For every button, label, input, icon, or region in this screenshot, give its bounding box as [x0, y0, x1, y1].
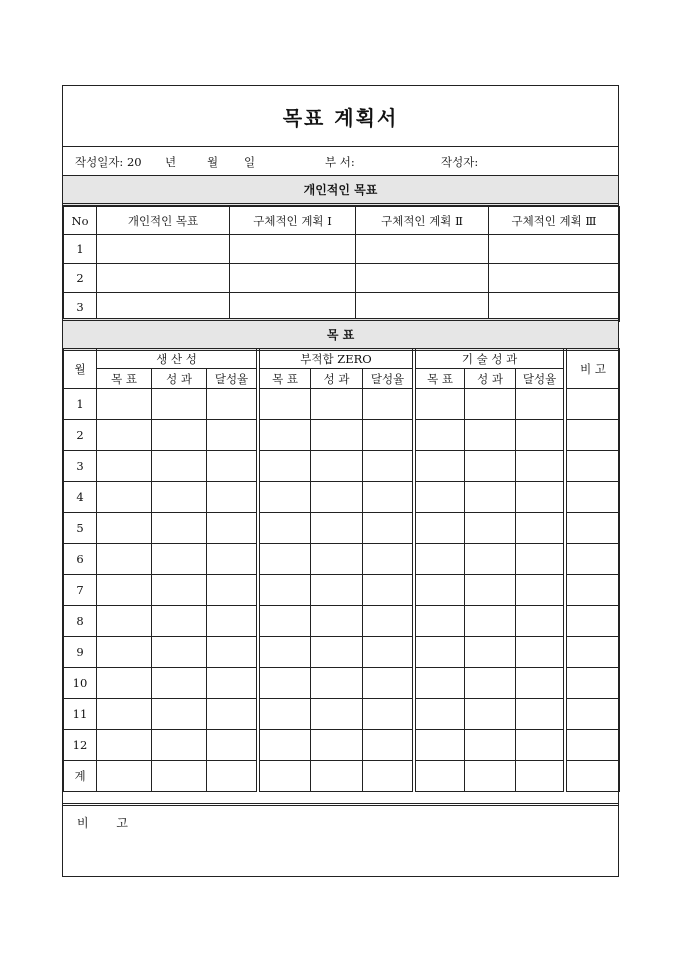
cell[interactable]	[363, 575, 413, 606]
cell[interactable]	[97, 544, 152, 575]
cell[interactable]	[516, 730, 564, 761]
cell[interactable]	[311, 389, 363, 420]
remarks-label: 비 고	[77, 816, 140, 830]
remark-cell[interactable]	[567, 513, 620, 544]
cell[interactable]	[516, 451, 564, 482]
table-row	[64, 264, 620, 293]
month-number: 7	[64, 575, 97, 606]
sub-col-rate: 달성율	[363, 369, 413, 389]
table-row	[64, 668, 620, 699]
cell[interactable]	[311, 513, 363, 544]
month-number: 5	[64, 513, 97, 544]
cell[interactable]	[465, 699, 516, 730]
cell[interactable]	[363, 451, 413, 482]
cell[interactable]	[363, 544, 413, 575]
cell[interactable]	[207, 389, 257, 420]
remark-cell[interactable]	[567, 575, 620, 606]
cell[interactable]	[97, 513, 152, 544]
cell[interactable]	[465, 451, 516, 482]
cell[interactable]	[97, 420, 152, 451]
form-meta	[63, 146, 618, 176]
cell[interactable]	[489, 264, 620, 293]
remark-cell[interactable]	[567, 668, 620, 699]
cell[interactable]	[516, 637, 564, 668]
cell[interactable]	[363, 513, 413, 544]
cell[interactable]	[311, 451, 363, 482]
month-number: 11	[64, 699, 97, 730]
sub-col-result: 성 과	[311, 369, 363, 389]
cell[interactable]	[311, 606, 363, 637]
goal-rows	[64, 389, 620, 792]
table-row	[64, 575, 620, 606]
cell[interactable]	[311, 575, 363, 606]
cell[interactable]	[416, 575, 465, 606]
cell[interactable]	[207, 761, 257, 792]
cell[interactable]	[97, 699, 152, 730]
month-number: 10	[64, 668, 97, 699]
personal-goals-heading: 개인적인 목표	[63, 176, 618, 206]
cell[interactable]	[207, 730, 257, 761]
cell[interactable]	[311, 699, 363, 730]
cell[interactable]	[260, 606, 311, 637]
cell[interactable]	[516, 699, 564, 730]
goals-heading: 목 표	[63, 318, 618, 351]
remark-cell[interactable]	[567, 637, 620, 668]
month-number: 1	[64, 389, 97, 420]
cell[interactable]	[260, 575, 311, 606]
cell[interactable]	[363, 389, 413, 420]
cell[interactable]	[465, 668, 516, 699]
col-personal-goal: 개인적인 목표	[97, 207, 230, 235]
table-row	[64, 389, 620, 420]
table-row	[64, 544, 620, 575]
remark-cell[interactable]	[567, 699, 620, 730]
remark-cell[interactable]	[567, 730, 620, 761]
cell[interactable]	[416, 606, 465, 637]
cell[interactable]	[152, 482, 207, 513]
cell[interactable]	[97, 482, 152, 513]
cell[interactable]	[97, 264, 230, 293]
cell[interactable]	[311, 668, 363, 699]
author-label: 작성자:	[441, 155, 479, 169]
cell[interactable]	[489, 235, 620, 264]
group-tech-results: 기 술 성 과	[416, 349, 564, 369]
month-number: 6	[64, 544, 97, 575]
cell[interactable]	[416, 637, 465, 668]
cell[interactable]	[311, 637, 363, 668]
sub-col-result: 성 과	[152, 369, 207, 389]
cell[interactable]	[260, 451, 311, 482]
goals-sub-header-row	[64, 369, 620, 389]
cell[interactable]	[97, 637, 152, 668]
cell[interactable]	[465, 761, 516, 792]
cell[interactable]	[260, 637, 311, 668]
table-row	[64, 420, 620, 451]
date-label: 작성일자: 20	[75, 155, 142, 169]
cell[interactable]	[516, 482, 564, 513]
month-number: 2	[64, 420, 97, 451]
cell[interactable]	[465, 637, 516, 668]
cell[interactable]	[230, 235, 356, 264]
goal-plan-form	[62, 85, 619, 877]
row-number: 1	[64, 235, 97, 264]
cell[interactable]	[465, 482, 516, 513]
col-plan-2: 구체적인 계획 Ⅱ	[356, 207, 489, 235]
cell[interactable]	[516, 606, 564, 637]
table-row	[64, 761, 620, 792]
remark-cell[interactable]	[567, 761, 620, 792]
cell[interactable]	[152, 389, 207, 420]
cell[interactable]	[207, 544, 257, 575]
cell[interactable]	[260, 482, 311, 513]
cell[interactable]	[152, 637, 207, 668]
cell[interactable]	[152, 575, 207, 606]
remarks-section[interactable]	[63, 803, 618, 876]
remark-cell[interactable]	[567, 451, 620, 482]
cell[interactable]	[516, 420, 564, 451]
remark-cell[interactable]	[567, 544, 620, 575]
month-number: 계	[64, 761, 97, 792]
col-plan-3: 구체적인 계획 Ⅲ	[489, 207, 620, 235]
cell[interactable]	[416, 761, 465, 792]
group-productivity: 생 산 성	[97, 349, 257, 369]
sub-col-target: 목 표	[260, 369, 311, 389]
day-unit: 일	[244, 155, 256, 169]
cell[interactable]	[465, 606, 516, 637]
cell[interactable]	[465, 575, 516, 606]
cell[interactable]	[260, 513, 311, 544]
sub-col-rate: 달성율	[516, 369, 564, 389]
cell[interactable]	[97, 606, 152, 637]
sub-col-rate: 달성율	[207, 369, 257, 389]
remark-cell[interactable]	[567, 606, 620, 637]
row-number: 3	[64, 293, 97, 322]
cell[interactable]	[311, 730, 363, 761]
table-row	[64, 730, 620, 761]
cell[interactable]	[260, 544, 311, 575]
remark-cell[interactable]	[567, 482, 620, 513]
cell[interactable]	[465, 513, 516, 544]
cell[interactable]	[363, 761, 413, 792]
cell[interactable]	[260, 761, 311, 792]
cell[interactable]	[207, 451, 257, 482]
cell[interactable]	[416, 482, 465, 513]
cell[interactable]	[516, 668, 564, 699]
month-number: 3	[64, 451, 97, 482]
cell[interactable]	[516, 761, 564, 792]
table-row	[64, 637, 620, 668]
department-label: 부 서:	[325, 155, 355, 169]
cell[interactable]	[465, 544, 516, 575]
cell[interactable]	[416, 730, 465, 761]
cell[interactable]	[356, 264, 489, 293]
col-month: 월	[64, 349, 97, 389]
cell[interactable]	[152, 730, 207, 761]
sub-col-target: 목 표	[416, 369, 465, 389]
personal-goals-header-row	[64, 207, 620, 235]
table-row	[64, 235, 620, 264]
cell[interactable]	[207, 482, 257, 513]
cell[interactable]	[97, 730, 152, 761]
month-number: 9	[64, 637, 97, 668]
cell[interactable]	[260, 699, 311, 730]
cell[interactable]	[311, 761, 363, 792]
cell[interactable]	[207, 420, 257, 451]
month-unit: 월	[207, 155, 219, 169]
cell[interactable]	[363, 699, 413, 730]
cell[interactable]	[363, 637, 413, 668]
row-number: 2	[64, 264, 97, 293]
cell[interactable]	[207, 513, 257, 544]
cell[interactable]	[152, 761, 207, 792]
cell[interactable]	[207, 606, 257, 637]
cell[interactable]	[97, 575, 152, 606]
table-row	[64, 451, 620, 482]
cell[interactable]	[465, 730, 516, 761]
month-number: 8	[64, 606, 97, 637]
remark-cell[interactable]	[567, 420, 620, 451]
cell[interactable]	[416, 699, 465, 730]
cell[interactable]	[416, 544, 465, 575]
cell[interactable]	[311, 482, 363, 513]
sub-col-target: 목 표	[97, 369, 152, 389]
cell[interactable]	[363, 606, 413, 637]
cell[interactable]	[97, 451, 152, 482]
cell[interactable]	[311, 420, 363, 451]
remark-cell[interactable]	[567, 389, 620, 420]
col-no: No	[64, 207, 97, 235]
cell[interactable]	[207, 637, 257, 668]
table-row	[64, 606, 620, 637]
cell[interactable]	[363, 420, 413, 451]
table-row	[64, 513, 620, 544]
cell[interactable]	[416, 451, 465, 482]
cell[interactable]	[152, 544, 207, 575]
goals-group-header-row	[64, 349, 620, 369]
cell[interactable]	[97, 761, 152, 792]
col-remarks: 비 고	[567, 349, 620, 389]
group-zero-defect: 부적합 ZERO	[260, 349, 413, 369]
cell[interactable]	[311, 544, 363, 575]
cell[interactable]	[416, 389, 465, 420]
cell[interactable]	[97, 668, 152, 699]
cell[interactable]	[465, 389, 516, 420]
cell[interactable]	[152, 699, 207, 730]
cell[interactable]	[152, 451, 207, 482]
cell[interactable]	[207, 668, 257, 699]
col-plan-1: 구체적인 계획 Ⅰ	[230, 207, 356, 235]
month-number: 12	[64, 730, 97, 761]
month-number: 4	[64, 482, 97, 513]
cell[interactable]	[260, 668, 311, 699]
cell[interactable]	[152, 606, 207, 637]
personal-goals-table	[63, 206, 620, 322]
cell[interactable]	[260, 730, 311, 761]
cell[interactable]	[207, 575, 257, 606]
cell[interactable]	[416, 420, 465, 451]
year-unit: 년	[165, 155, 177, 169]
cell[interactable]	[363, 482, 413, 513]
cell[interactable]	[97, 235, 230, 264]
cell[interactable]	[363, 730, 413, 761]
cell[interactable]	[152, 513, 207, 544]
cell[interactable]	[516, 575, 564, 606]
sub-col-result: 성 과	[465, 369, 516, 389]
table-row	[64, 699, 620, 730]
cell[interactable]	[97, 389, 152, 420]
cell[interactable]	[207, 699, 257, 730]
cell[interactable]	[356, 235, 489, 264]
cell[interactable]	[416, 513, 465, 544]
cell[interactable]	[230, 264, 356, 293]
form-title: 목표 계획서	[63, 86, 618, 147]
goals-table	[63, 348, 620, 792]
cell[interactable]	[363, 668, 413, 699]
cell[interactable]	[516, 544, 564, 575]
cell[interactable]	[516, 389, 564, 420]
cell[interactable]	[152, 668, 207, 699]
cell[interactable]	[516, 513, 564, 544]
table-row	[64, 482, 620, 513]
cell[interactable]	[152, 420, 207, 451]
cell[interactable]	[260, 389, 311, 420]
cell[interactable]	[465, 420, 516, 451]
cell[interactable]	[260, 420, 311, 451]
cell[interactable]	[416, 668, 465, 699]
